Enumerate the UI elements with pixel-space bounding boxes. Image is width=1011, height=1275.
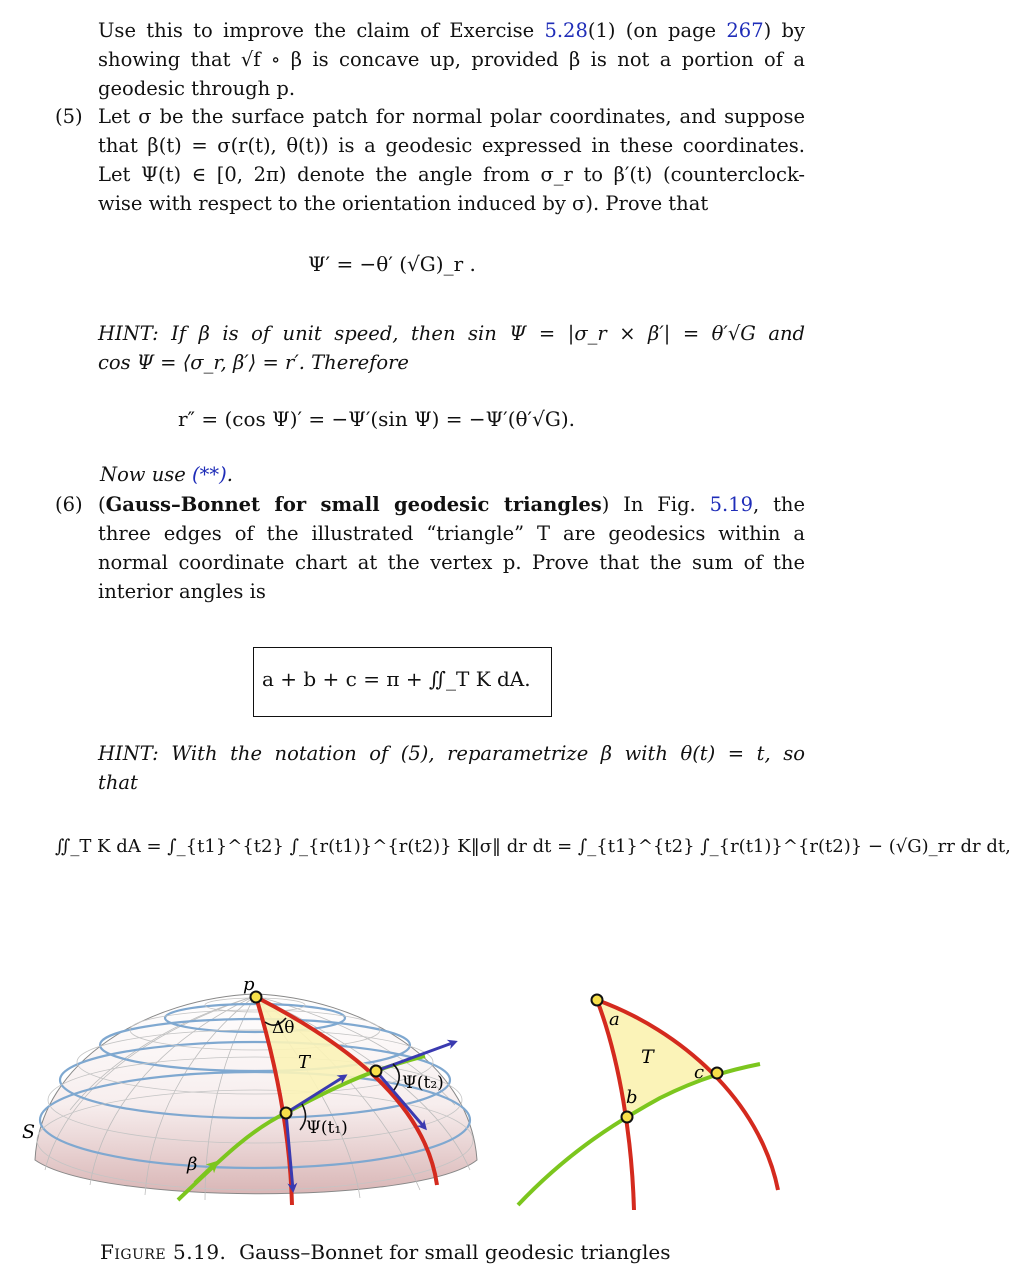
item-5-hint	[98, 319, 805, 377]
item-5-hint-equation: r″ = (cos Ψ)′ = −Ψ′(sin Ψ) = −Ψ′(θ′√G).	[178, 407, 575, 431]
item-5-hint-line-2: cos Ψ = ⟨σ_r, β′⟩ = r′. Therefore	[98, 351, 409, 374]
page-link[interactable]: 267	[726, 19, 764, 42]
item-6-hint-line-1: HINT: With the notation of (5), reparametrize β with θ(t) = t, so	[98, 742, 805, 765]
exercise-link[interactable]: 5.28	[544, 19, 588, 42]
surface-s	[35, 994, 477, 1200]
boxed-equation: a + b + c = π + ∬_T K dA.	[262, 667, 531, 691]
equation-ref-link[interactable]: (**)	[192, 463, 227, 486]
item-6-number: (6)	[55, 493, 83, 516]
item-6-title: Gauss–Bonnet for small geodesic triangles	[105, 493, 602, 516]
figure-5-19	[0, 960, 822, 1230]
label-delta-theta: Δθ	[272, 1018, 295, 1038]
item-5-line-1: Let σ be the surface patch for normal polar coordinates, and suppose	[98, 105, 805, 128]
flat-triangle-diagram	[518, 995, 778, 1211]
caption-text: Gauss–Bonnet for small geodesic triangles	[239, 1240, 671, 1264]
label-p: p	[243, 974, 255, 995]
label-t-dome: T	[298, 1052, 311, 1073]
label-t-flat: T	[641, 1046, 654, 1068]
item-5-hint-line-1: HINT: If β is of unit speed, then sin Ψ = |σ_r × β′| = θ′√G and	[98, 322, 805, 345]
label-psi-t2: Ψ(t₂)	[402, 1073, 444, 1093]
item-5-equation: Ψ′ = −θ′ (√G)_r .	[308, 252, 476, 276]
integral-equation: ∬_T K dA = ∫_{t1}^{t2} ∫_{r(t1)}^{r(t2)} K‖σ‖ dr dt = ∫_{t1}^{t2} ∫_{r(t1)}^{r(t2)} − (√G)_rr dr dt,	[55, 836, 1011, 857]
label-beta: β	[187, 1154, 198, 1175]
item-5-paragraph	[98, 102, 805, 218]
now-use-line: Now use (**).	[100, 463, 233, 486]
item-6-hint-line-2: that	[98, 771, 138, 794]
label-b: b	[626, 1087, 638, 1108]
item-6-line-2: three edges of the illustrated “triangle” T are geodesics within a	[98, 522, 805, 545]
item-5-number: (5)	[55, 105, 83, 128]
item-6-hint	[98, 739, 805, 797]
item-5-line-3: Let Ψ(t) ∈ [0, 2π) denote the angle from σ_r to β′(t) (counterclock-	[98, 163, 805, 186]
intro-line-2: showing that √f ∘ β is concave up, provided β is not a portion of a	[98, 48, 805, 71]
item-6-line-1: (Gauss–Bonnet for small geodesic triangles) In Fig. 5.19, the	[98, 493, 806, 516]
figure-caption	[100, 1240, 670, 1264]
label-a: a	[609, 1009, 620, 1030]
label-c: c	[694, 1062, 705, 1083]
item-6-line-4: interior angles is	[98, 580, 266, 603]
item-6-line-3: normal coordinate chart at the vertex p. Prove that the sum of the	[98, 551, 805, 574]
intro-line-1: Use this to improve the claim of Exercise 5.28(1) (on page 267) by	[98, 19, 805, 42]
intro-paragraph	[98, 16, 805, 103]
intro-line-3: geodesic through p.	[98, 77, 296, 100]
figure-link[interactable]: 5.19	[709, 493, 754, 516]
item-6-paragraph	[98, 490, 805, 606]
label-s: S	[22, 1121, 36, 1143]
item-5-line-4: wise with respect to the orientation induced by σ). Prove that	[98, 192, 709, 215]
item-5-line-2: that β(t) = σ(r(t), θ(t)) is a geodesic expressed in these coordinates.	[98, 134, 805, 157]
label-psi-t1: Ψ(t₁)	[306, 1118, 348, 1138]
caption-label: Figure 5.19.	[100, 1240, 227, 1264]
